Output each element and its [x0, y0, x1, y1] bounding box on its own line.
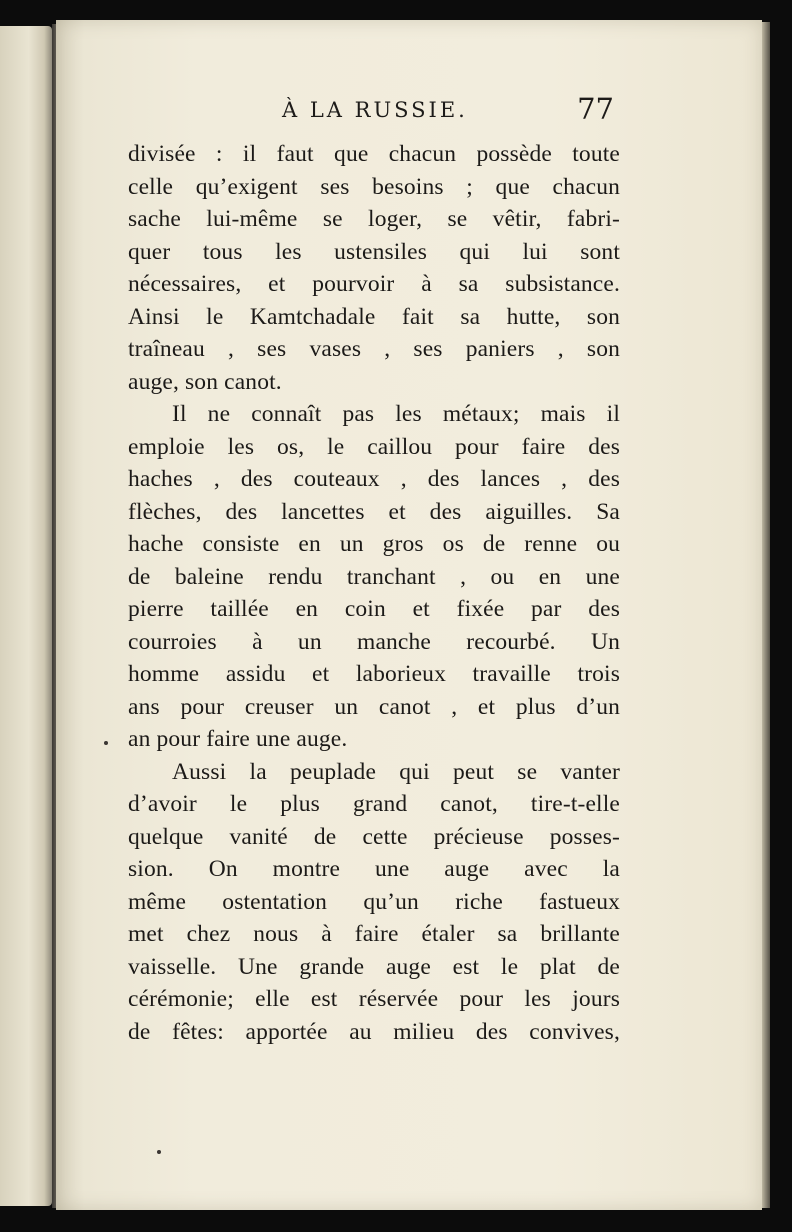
text-line: hache consiste en un gros os de renne ou	[128, 531, 620, 557]
text-line: emploie les os, le caillou pour faire des	[128, 433, 620, 460]
text-line: d’avoir le plus grand canot, tire-t-elle	[128, 791, 620, 817]
paragraph-first-line: Aussi la peuplade qui peut se vanter	[172, 758, 620, 785]
text-line: de baleine rendu tranchant , ou en une	[128, 563, 620, 590]
text-line: sion. On montre une auge avec la	[128, 856, 620, 882]
text-line: de fêtes: apportée au milieu des convives,	[128, 1018, 620, 1045]
text-line: ans pour creuser un canot , et plus d’un	[128, 693, 620, 720]
text-line: vaisselle. Une grande auge est le plat de	[128, 953, 620, 980]
ink-speck	[157, 1150, 161, 1154]
page-header	[226, 92, 620, 132]
page-number: 77	[577, 92, 614, 126]
facing-page-edge	[0, 26, 52, 1206]
text-line: auge, son canot.	[128, 368, 282, 395]
text-line: flèches, des lancettes et des aiguilles. Sa	[128, 498, 620, 525]
text-line: divisée : il faut que chacun possède toute	[128, 141, 620, 167]
text-line: homme assidu et laborieux travaille trois	[128, 661, 620, 687]
text-line: quelque vanité de cette précieuse posses-	[128, 823, 620, 850]
text-line: Ainsi le Kamtchadale fait sa hutte, son	[128, 303, 620, 330]
text-line: courroies à un manche recourbé. Un	[128, 628, 620, 655]
text-line: an pour faire une auge.	[128, 726, 348, 752]
text-line: quer tous les ustensiles qui lui sont	[128, 238, 620, 265]
text-line: celle qu’exigent ses besoins ; que chacun	[128, 173, 620, 200]
text-line: pierre taillée en coin et fixée par des	[128, 596, 620, 622]
paragraph-first-line: Il ne connaît pas les métaux; mais il	[172, 401, 620, 427]
text-line: traîneau , ses vases , ses paniers , son	[128, 336, 620, 362]
text-line: nécessaires, et pourvoir à sa subsistance.	[128, 271, 620, 297]
page-fore-edge	[762, 22, 770, 1208]
text-line: haches , des couteaux , des lances , des	[128, 466, 620, 492]
text-line: met chez nous à faire étaler sa brillante	[128, 921, 620, 947]
text-line: cérémonie; elle est réservée pour les jours	[128, 986, 620, 1012]
ink-speck	[104, 741, 108, 745]
running-head: À LA RUSSIE.	[282, 98, 468, 122]
body-text	[128, 138, 620, 1048]
text-line: même ostentation qu’un riche fastueux	[128, 888, 620, 915]
text-line: sache lui-même se loger, se vêtir, fabri-	[128, 206, 620, 232]
